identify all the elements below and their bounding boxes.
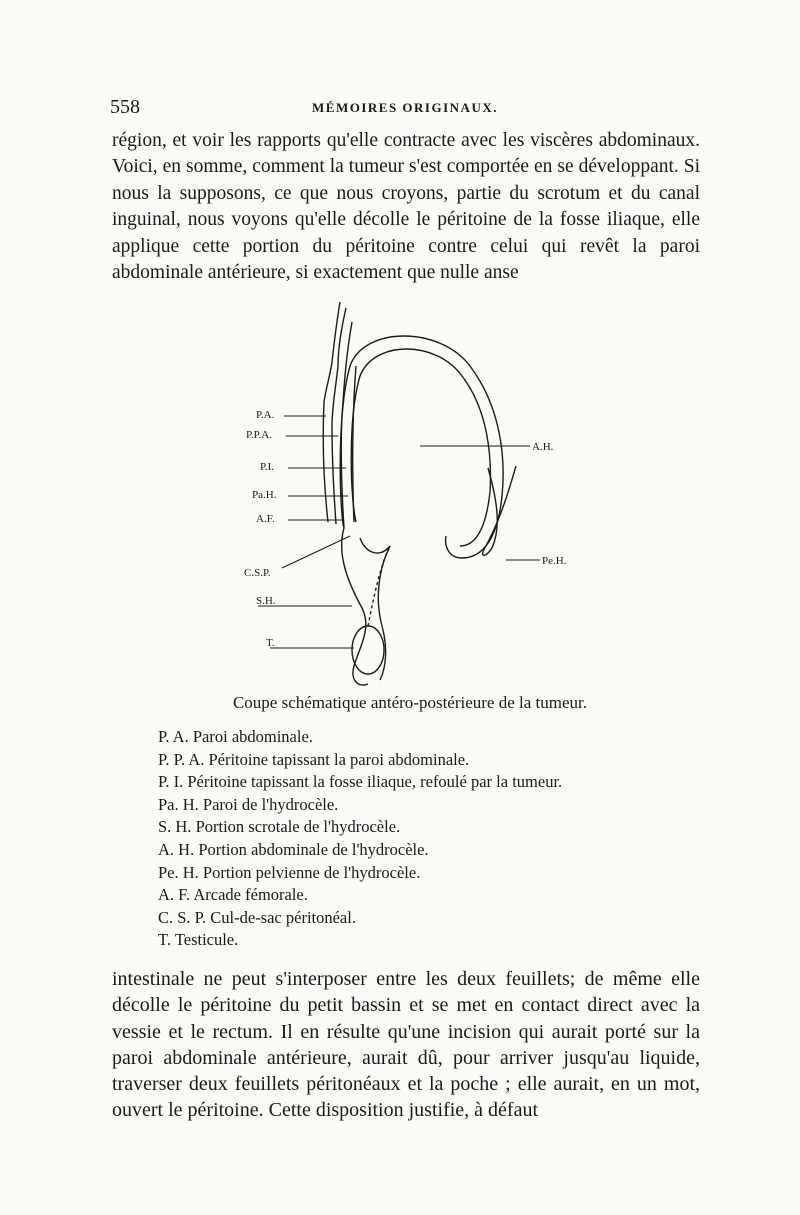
label-peh: Pe.H. bbox=[542, 555, 567, 567]
legend-abbr: S. H. bbox=[158, 817, 192, 837]
page-header bbox=[110, 96, 700, 122]
bottom-paragraph: intestinale ne peut s'interposer entre les deux feuillets; de même elle décolle le péritoine du petit bassin et se met en contact direct avec la vessie et le rectum. Il en résulte qu'une incision qui aurait porté sur la paroi abdominale antérieure, aurait dû, pour arriver jusqu'au liquide, traverser deux feuillets péritonéaux et la poche ; elle aurait, en un mot, ouvert le péritoine. Cette disposition justifie, à défaut bbox=[112, 968, 700, 1122]
label-sh: S.H. bbox=[256, 595, 276, 607]
leader-lines bbox=[258, 416, 540, 648]
legend-item bbox=[158, 862, 698, 885]
legend-abbr: Pa. H. bbox=[158, 794, 199, 814]
scrotal-portion-right bbox=[378, 546, 390, 680]
legend-text: Portion abdominale de l'hydrocèle. bbox=[198, 839, 429, 859]
diagram-strokes bbox=[323, 302, 516, 685]
hydrocele-sac-inner bbox=[351, 349, 490, 546]
legend-abbr: P. P. A. bbox=[158, 749, 205, 769]
label-ppa: P.P.A. bbox=[246, 429, 272, 441]
legend-abbr: P. A. bbox=[158, 727, 189, 746]
legend-item bbox=[158, 794, 698, 817]
legend-text: Portion pelvienne de l'hydrocèle. bbox=[202, 862, 421, 882]
scrotal-portion-left bbox=[342, 528, 368, 685]
legend-item bbox=[158, 929, 698, 952]
legend-text: Paroi de l'hydrocèle. bbox=[202, 794, 339, 814]
legend-abbr: T. bbox=[158, 930, 171, 950]
label-t: T. bbox=[266, 637, 275, 649]
legend-abbr: P. I. bbox=[158, 772, 184, 792]
legend-abbr: A. H. bbox=[158, 839, 195, 859]
legend-item bbox=[158, 884, 698, 907]
legend-text: Péritoine tapissant la paroi abdominale. bbox=[208, 749, 470, 769]
label-csp: C.S.P. bbox=[244, 567, 271, 579]
legend-item bbox=[158, 839, 698, 862]
top-paragraph: région, et voir les rapports qu'elle contracte avec les viscères abdominaux. Voici, en somme, comment la tumeur s'est comportée en se développant. Si nous la supposons, ce que nous croyons, partie du scrotum et du canal inguinal, nous voyons qu'elle décolle le péritoine de la fosse iliaque, elle applique cette portion du péritoine contre celui qui revêt la paroi abdominale antérieure, si exactement que nulle anse bbox=[112, 130, 700, 284]
top-paragraph-block bbox=[112, 128, 700, 286]
legend-item bbox=[158, 726, 698, 749]
label-ah: A.H. bbox=[532, 441, 554, 453]
testicle-shape bbox=[352, 626, 384, 674]
cul-de-sac-line bbox=[360, 538, 390, 553]
leader-csp bbox=[282, 536, 350, 568]
legend-text: Paroi abdominale. bbox=[192, 727, 313, 746]
label-pi: P.I. bbox=[260, 461, 275, 473]
tumor-section-diagram bbox=[240, 296, 580, 696]
legend-abbr: C. S. P. bbox=[158, 907, 207, 927]
legend-abbr: Pe. H. bbox=[158, 862, 199, 882]
label-pah: Pa.H. bbox=[252, 489, 277, 501]
legend-text: Testicule. bbox=[174, 930, 239, 950]
abdominal-wall-line bbox=[323, 302, 340, 522]
figure-legend bbox=[158, 726, 698, 952]
legend-item bbox=[158, 907, 698, 930]
label-af: A.F. bbox=[256, 513, 275, 525]
parietal-peritoneum bbox=[341, 322, 352, 528]
legend-item bbox=[158, 771, 698, 794]
legend-text: Arcade fémorale. bbox=[193, 885, 308, 905]
legend-abbr: A. F. bbox=[158, 885, 191, 905]
legend-item bbox=[158, 816, 698, 839]
legend-text: Cul-de-sac péritonéal. bbox=[210, 907, 356, 927]
figure-caption: Coupe schématique antéro-postérieure de la tumeur. bbox=[232, 693, 588, 712]
hydrocele-sac-outer bbox=[340, 336, 503, 558]
legend-text: Portion scrotale de l'hydrocèle. bbox=[195, 817, 401, 837]
iliac-peritoneum bbox=[353, 366, 356, 522]
label-pa: P.A. bbox=[256, 409, 275, 421]
legend-text: Péritoine tapissant la fosse iliaque, refoulé par la tumeur. bbox=[187, 772, 563, 792]
page-number: 558 bbox=[110, 96, 140, 118]
bottom-paragraph-block bbox=[112, 966, 700, 1124]
legend-item bbox=[158, 749, 698, 772]
running-title: MÉMOIRES ORIGINAUX. bbox=[312, 100, 498, 115]
schematic-figure bbox=[240, 296, 580, 696]
